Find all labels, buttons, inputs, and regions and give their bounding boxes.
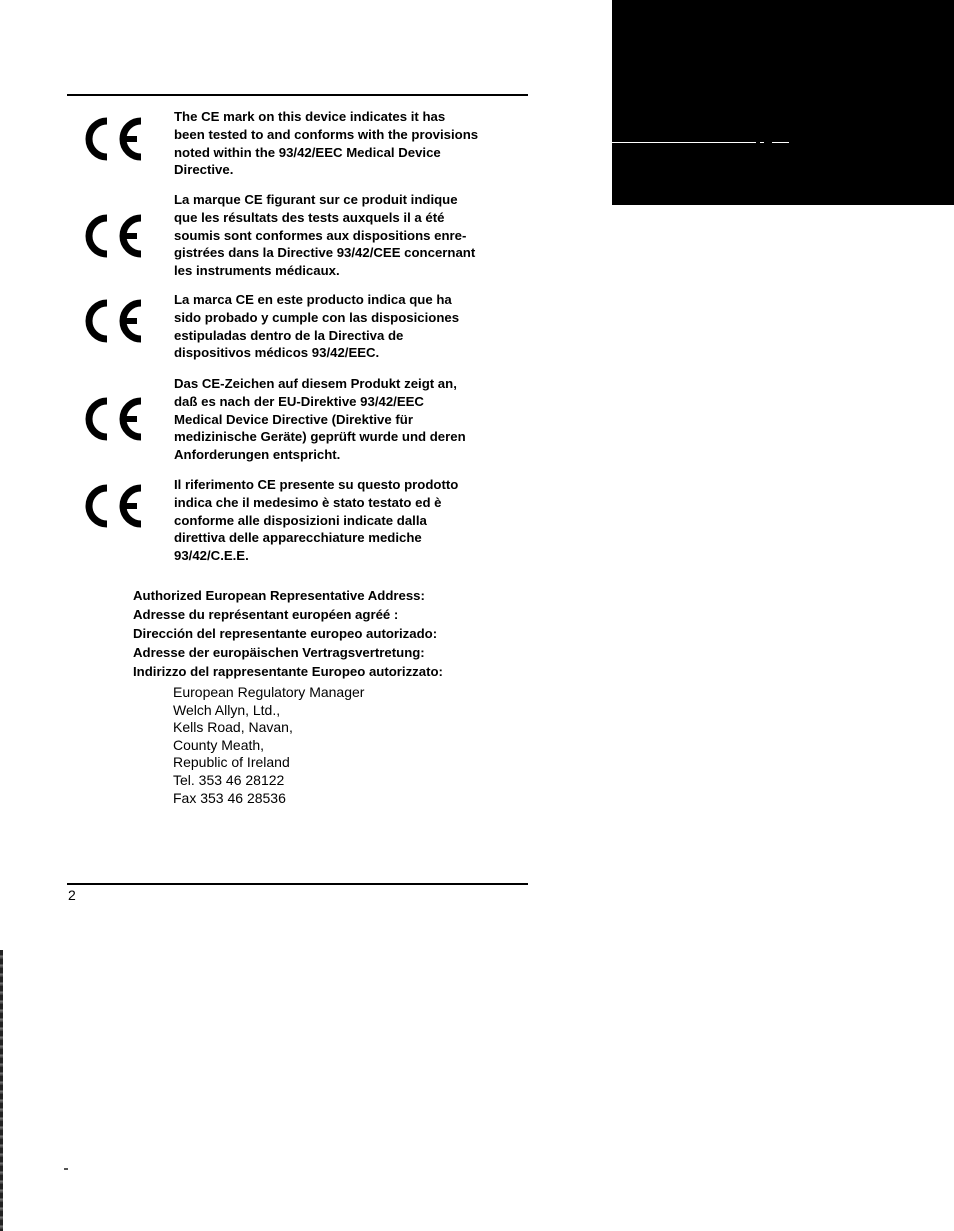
text-line: indica che il medesimo è stato testato ed è — [174, 494, 442, 510]
representative-headings — [133, 586, 443, 681]
ce-mark-icon — [84, 483, 146, 529]
text-line: estipuladas dentro de la Directiva de — [174, 327, 404, 343]
text-line: sido probado y cumple con las disposiciones — [174, 309, 460, 325]
text-line: Directive. — [174, 162, 234, 178]
text-line: noted within the 93/42/EEC Medical Device — [174, 144, 441, 160]
text-line: Das CE-Zeichen auf diesem Produkt zeigt an, — [174, 376, 457, 391]
representative-address — [173, 684, 364, 807]
scan-speck-artifact — [64, 1168, 68, 1170]
fax-line: Fax 353 46 28536 — [173, 789, 286, 806]
ce-notice-text — [174, 108, 524, 179]
tab-rule-dash — [760, 142, 764, 143]
address-line: County Meath, — [173, 736, 265, 753]
ce-mark-icon — [84, 116, 146, 162]
heading-spanish: Dirección del representante europeo autorizado: — [133, 626, 438, 641]
ce-notice-text — [174, 191, 524, 280]
ce-notice-text — [174, 476, 524, 565]
text-line: The CE mark on this device indicates it has — [174, 109, 446, 124]
text-line: conforme alle disposizioni indicate dalla — [174, 512, 427, 528]
text-line: been tested to and conforms with the provisions — [174, 126, 479, 142]
address-line: Republic of Ireland — [173, 754, 290, 771]
text-line: Il riferimento CE presente su questo prodotto — [174, 477, 459, 492]
text-line: soumis sont conformes aux dispositions enre- — [174, 227, 467, 243]
top-rule — [67, 94, 528, 96]
text-line: que les résultats des tests auxquels il a été — [174, 209, 445, 225]
text-line: gistrées dans la Directive 93/42/CEE concernant — [174, 245, 476, 261]
text-line: les instruments médicaux. — [174, 263, 340, 279]
bottom-rule — [67, 883, 528, 885]
tab-rule — [612, 142, 756, 143]
text-line: medizinische Geräte) geprüft wurde und deren — [174, 429, 466, 445]
phone-line: Tel. 353 46 28122 — [173, 771, 285, 788]
heading-german: Adresse der europäischen Vertragsvertretung: — [133, 645, 425, 660]
scan-edge-artifact — [0, 950, 3, 1231]
text-line: dispositivos médicos 93/42/EEC. — [174, 345, 380, 361]
ce-mark-icon — [84, 396, 146, 442]
heading-french: Adresse du représentant européen agréé : — [133, 607, 399, 622]
text-line: direttiva delle apparecchiature mediche — [174, 530, 422, 546]
tab-rule-dash — [772, 142, 789, 143]
ce-notice-text — [174, 375, 524, 464]
page-number: 2 — [68, 887, 76, 903]
ce-mark-icon — [84, 298, 146, 344]
address-line: European Regulatory Manager — [173, 684, 365, 700]
ce-mark-icon — [84, 213, 146, 259]
text-line: La marca CE en este producto indica que ha — [174, 292, 452, 307]
text-line: daß es nach der EU-Direktive 93/42/EEC — [174, 393, 424, 409]
text-line: Anforderungen entspricht. — [174, 447, 341, 463]
text-line: 93/42/C.E.E. — [174, 548, 249, 564]
ce-notice-text — [174, 291, 524, 362]
heading-italian: Indirizzo del rappresentante Europeo autorizzato: — [133, 664, 443, 679]
text-line: La marque CE figurant sur ce produit indique — [174, 192, 458, 207]
text-line: Medical Device Directive (Direktive für — [174, 411, 413, 427]
address-line: Kells Road, Navan, — [173, 719, 293, 736]
address-line: Welch Allyn, Ltd., — [173, 701, 281, 718]
section-tab — [612, 0, 954, 205]
heading-english: Authorized European Representative Address: — [133, 588, 425, 603]
